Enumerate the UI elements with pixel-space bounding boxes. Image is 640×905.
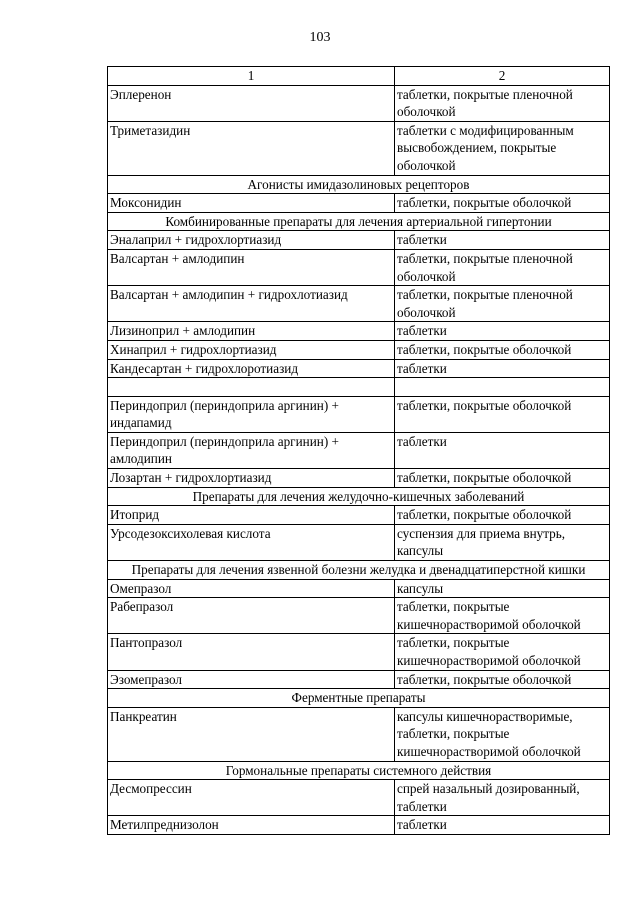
drug-name-cell: Эналаприл + гидрохлортиазид (108, 231, 395, 250)
dosage-form-cell: таблетки (395, 359, 610, 378)
table-row (108, 322, 610, 341)
table-row (108, 780, 610, 816)
drug-name-cell (108, 378, 395, 397)
table-row (108, 359, 610, 378)
dosage-form-cell: таблетки, покрытые оболочкой (395, 396, 610, 432)
drug-name-cell: Урсодезоксихолевая кислота (108, 524, 395, 560)
dosage-form-cell: таблетки (395, 322, 610, 341)
section-title: Агонисты имидазолиновых рецепторов (108, 175, 610, 194)
drug-name-cell: Периндоприл (периндоприла аргинин) + амлодипин (108, 432, 395, 468)
section-title: Препараты для лечения желудочно-кишечных заболеваний (108, 487, 610, 506)
drug-name-cell: Моксонидин (108, 194, 395, 213)
table-row (108, 469, 610, 488)
dosage-form-cell: таблетки, покрытые пленочной оболочкой (395, 249, 610, 285)
table-row (108, 340, 610, 359)
column-header-2: 2 (395, 67, 610, 86)
page-number: 103 (309, 30, 331, 45)
table-row (108, 670, 610, 689)
section-header-row (108, 689, 610, 708)
table-row (108, 634, 610, 670)
dosage-form-cell: таблетки (395, 231, 610, 250)
table-row (108, 432, 610, 468)
drug-name-cell: Хинаприл + гидрохлортиазид (108, 340, 395, 359)
section-title: Гормональные препараты системного действия (108, 761, 610, 780)
table-row (108, 396, 610, 432)
dosage-form-cell: таблетки, покрытые оболочкой (395, 670, 610, 689)
drug-name-cell: Омепразол (108, 579, 395, 598)
drug-name-cell: Пантопразол (108, 634, 395, 670)
dosage-form-cell (395, 378, 610, 397)
drug-name-cell: Валсартан + амлодипин (108, 249, 395, 285)
table-row (108, 524, 610, 560)
drug-name-cell: Валсартан + амлодипин + гидрохлотиазид (108, 286, 395, 322)
table-row (108, 598, 610, 634)
dosage-form-cell: таблетки, покрытые оболочкой (395, 194, 610, 213)
dosage-form-cell: таблетки с модифицированным высвобождением, покрытые оболочкой (395, 121, 610, 175)
drug-name-cell: Периндоприл (периндоприла аргинин) + индапамид (108, 396, 395, 432)
table-row (108, 121, 610, 175)
dosage-form-cell: капсулы (395, 579, 610, 598)
drug-name-cell: Рабепразол (108, 598, 395, 634)
dosage-form-cell: таблетки (395, 432, 610, 468)
drug-name-cell: Триметазидин (108, 121, 395, 175)
table-row (108, 286, 610, 322)
table-row (108, 506, 610, 525)
dosage-form-cell: суспензия для приема внутрь, капсулы (395, 524, 610, 560)
dosage-form-cell: таблетки, покрытые пленочной оболочкой (395, 286, 610, 322)
drug-name-cell: Лизиноприл + амлодипин (108, 322, 395, 341)
table-row (108, 816, 610, 835)
drug-name-cell: Кандесартан + гидрохлоротиазид (108, 359, 395, 378)
drug-name-cell: Лозартан + гидрохлортиазид (108, 469, 395, 488)
dosage-form-cell: таблетки, покрытые пленочной оболочкой (395, 85, 610, 121)
table-row (108, 378, 610, 397)
section-header-row (108, 175, 610, 194)
section-title: Ферментные препараты (108, 689, 610, 708)
table-row (108, 85, 610, 121)
dosage-form-cell: таблетки, покрытые оболочкой (395, 340, 610, 359)
drug-table-body (108, 67, 610, 835)
drug-name-cell: Десмопрессин (108, 780, 395, 816)
drug-name-cell: Эзомепразол (108, 670, 395, 689)
section-header-row (108, 212, 610, 231)
section-header-row (108, 487, 610, 506)
table-row (108, 194, 610, 213)
dosage-form-cell: таблетки, покрытые оболочкой (395, 506, 610, 525)
drug-name-cell: Итоприд (108, 506, 395, 525)
column-header-1: 1 (108, 67, 395, 86)
table-row (108, 231, 610, 250)
dosage-form-cell: таблетки, покрытые кишечнорастворимой оболочкой (395, 598, 610, 634)
section-title: Препараты для лечения язвенной болезни желудка и двенадцатиперстной кишки (108, 561, 610, 580)
table-row (108, 707, 610, 761)
table-row (108, 579, 610, 598)
dosage-form-cell: капсулы кишечнорастворимые, таблетки, покрытые кишечнорастворимой оболочкой (395, 707, 610, 761)
section-header-row (108, 761, 610, 780)
drug-table (107, 66, 610, 835)
dosage-form-cell: таблетки, покрытые оболочкой (395, 469, 610, 488)
section-header-row (108, 561, 610, 580)
dosage-form-cell: таблетки (395, 816, 610, 835)
drug-name-cell: Метилпреднизолон (108, 816, 395, 835)
drug-name-cell: Панкреатин (108, 707, 395, 761)
dosage-form-cell: таблетки, покрытые кишечнорастворимой оболочкой (395, 634, 610, 670)
table-header-row (108, 67, 610, 86)
drug-name-cell: Эплеренон (108, 85, 395, 121)
section-title: Комбинированные препараты для лечения артериальной гипертонии (108, 212, 610, 231)
table-row (108, 249, 610, 285)
dosage-form-cell: спрей назальный дозированный, таблетки (395, 780, 610, 816)
